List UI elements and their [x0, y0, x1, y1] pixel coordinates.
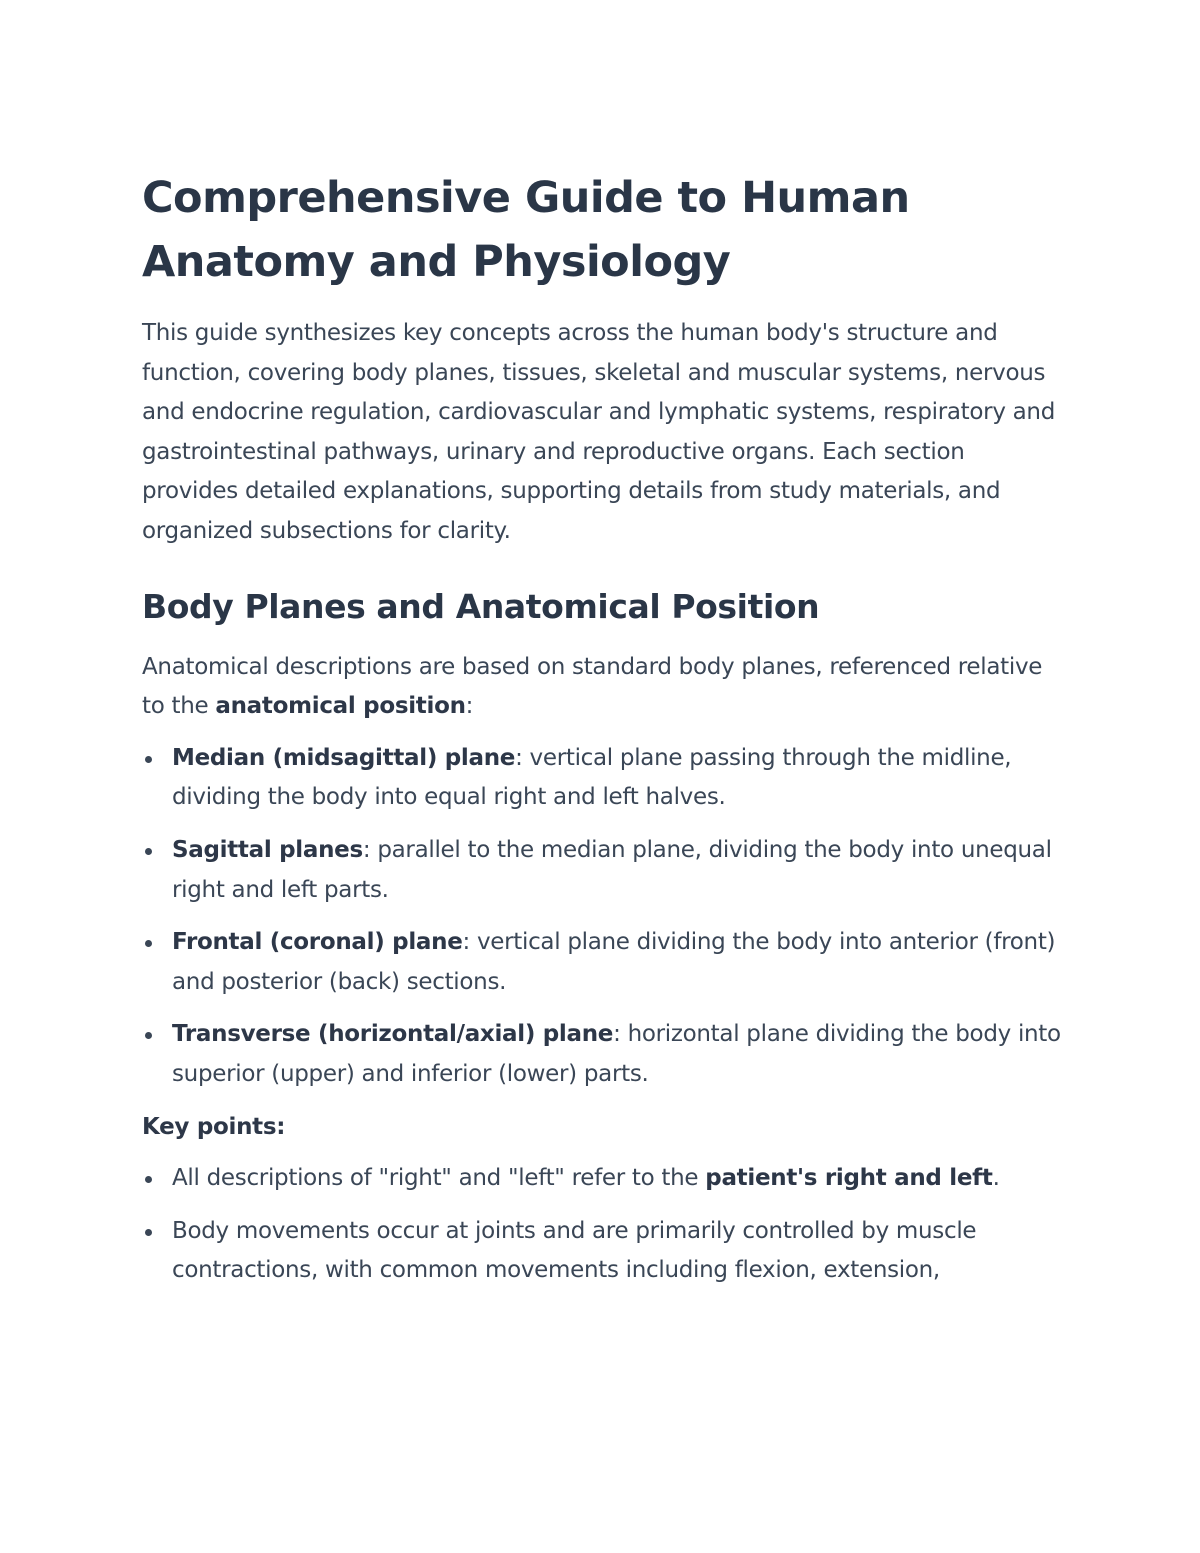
- plane-desc: : vertical plane passing through the midline, dividing the body into equal right and left halves.: [172, 744, 1012, 811]
- plane-term: Transverse (horizontal/axial) plane: [172, 1021, 614, 1048]
- lead-end: :: [465, 693, 474, 720]
- key-points-list: [142, 1159, 1062, 1291]
- key-points-label: Key points:: [142, 1113, 286, 1140]
- plane-term: Sagittal planes: [172, 836, 363, 863]
- plane-desc: : horizontal plane dividing the body into superior (upper) and inferior (lower) parts.: [172, 1021, 1061, 1087]
- list-item: [142, 923, 1062, 1002]
- key-point-text: All descriptions of "right" and "left" refer to the: [172, 1165, 706, 1192]
- document-title: Comprehensive Guide to Human Anatomy and Physiology: [142, 173, 910, 287]
- section-lead: [142, 648, 1062, 727]
- list-item: [142, 1015, 1062, 1094]
- key-point-bold: patient's right and left: [705, 1165, 993, 1192]
- key-point-text: Body movements occur at joints and are primarily controlled by muscle contractions, with common movements including flexion, extension,: [172, 1217, 977, 1284]
- plane-desc: : vertical plane dividing the body into anterior (front) and posterior (back) sections.: [172, 929, 1056, 995]
- list-item: [142, 831, 1062, 910]
- lead-bold-term: anatomical position: [215, 693, 466, 720]
- list-item: [142, 1159, 1062, 1199]
- plane-term: Median (midsagittal) plane: [172, 744, 516, 771]
- document-page: [142, 166, 1062, 1304]
- plane-desc: : parallel to the median plane, dividing the body into unequal right and left parts.: [172, 836, 1052, 903]
- intro-paragraph: This guide synthesizes key concepts across the human body's structure and function, covering body planes, tissues, skeletal and muscular systems, nervous and endocrine regulation, cardiovascular and lymphatic systems, respiratory and gastrointestinal pathways, urinary and reproductive organs. Each section provides detailed explanations, supporting details from study materials, and organized subsections for clarity.: [142, 320, 1056, 544]
- section-heading: Body Planes and Anatomical Position: [142, 586, 820, 626]
- lead-text: Anatomical descriptions are based on standard body planes, referenced relative to the: [142, 653, 1043, 720]
- key-point-end: .: [992, 1165, 1000, 1192]
- planes-list: [142, 739, 1062, 1095]
- plane-term: Frontal (coronal) plane: [172, 929, 463, 956]
- list-item: [142, 739, 1062, 818]
- list-item: [142, 1212, 1062, 1291]
